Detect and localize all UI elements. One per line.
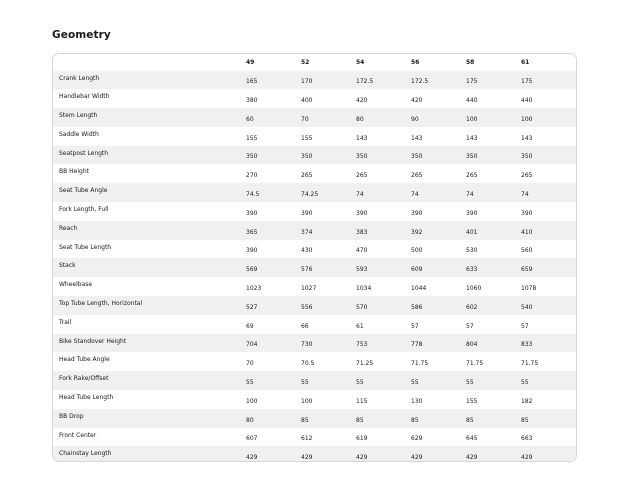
- cell-size-58: 265: [466, 172, 478, 180]
- cell-size-49: 70: [246, 360, 254, 368]
- cell-size-52: 85: [301, 416, 309, 424]
- row-label: Stack: [59, 262, 76, 270]
- cell-size-49: 155: [246, 134, 258, 142]
- cell-size-61: 833: [521, 341, 533, 349]
- cell-size-61: 429: [521, 454, 533, 462]
- cell-size-54: 420: [356, 97, 368, 105]
- cell-size-56: 609: [411, 266, 423, 274]
- cell-size-49: 527: [246, 303, 258, 311]
- cell-size-52: 612: [301, 435, 313, 443]
- cell-size-56: 778: [411, 341, 423, 349]
- cell-size-61: 74: [521, 191, 529, 199]
- cell-size-52: 55: [301, 379, 309, 387]
- row-label: Bike Standover Height: [59, 337, 127, 345]
- row-label: Head Tube Length: [59, 394, 114, 402]
- cell-size-49: 704: [246, 341, 258, 349]
- cell-size-52: 66: [301, 322, 309, 330]
- row-label: Front Center: [59, 431, 97, 439]
- cell-size-58: 804: [466, 341, 478, 349]
- cell-size-58: 350: [466, 153, 478, 161]
- cell-size-58: 645: [466, 435, 478, 443]
- cell-size-58: 390: [466, 209, 478, 217]
- row-label: Trail: [59, 318, 72, 326]
- cell-size-56: 143: [411, 134, 423, 142]
- cell-size-56: 85: [411, 416, 419, 424]
- cell-size-49: 1023: [246, 285, 262, 293]
- cell-size-56: 71.75: [411, 360, 429, 368]
- table-row: [53, 183, 576, 202]
- cell-size-54: 74: [356, 191, 364, 199]
- cell-size-54: 593: [356, 266, 368, 274]
- table-row: [53, 277, 576, 296]
- row-label: Head Tube Angle: [59, 356, 110, 364]
- cell-size-49: 365: [246, 228, 258, 236]
- cell-size-49: 60: [246, 115, 254, 123]
- geometry-table: [53, 54, 576, 462]
- table-row: [53, 146, 576, 165]
- cell-size-56: 350: [411, 153, 423, 161]
- cell-size-54: 753: [356, 341, 368, 349]
- cell-size-56: 629: [411, 435, 423, 443]
- cell-size-56: 1044: [411, 285, 427, 293]
- cell-size-61: 540: [521, 303, 533, 311]
- cell-size-61: 1078: [521, 285, 537, 293]
- size-header-56: 56: [411, 58, 420, 66]
- cell-size-52: 556: [301, 303, 313, 311]
- row-label: Fork Rake/Offset: [59, 375, 109, 383]
- row-label: Stem Length: [59, 112, 98, 120]
- cell-size-49: 100: [246, 397, 258, 405]
- cell-size-56: 390: [411, 209, 423, 217]
- table-row: [53, 428, 576, 447]
- page-title: Geometry: [52, 29, 111, 41]
- row-label: BB Drop: [59, 412, 84, 420]
- table-row: [53, 371, 576, 390]
- table-row: [53, 71, 576, 90]
- cell-size-54: 470: [356, 247, 368, 255]
- cell-size-56: 500: [411, 247, 423, 255]
- geometry-table-card: [52, 53, 577, 462]
- cell-size-58: 85: [466, 416, 474, 424]
- cell-size-54: 61: [356, 322, 364, 330]
- cell-size-56: 130: [411, 397, 423, 405]
- cell-size-52: 1027: [301, 285, 317, 293]
- cell-size-54: 115: [356, 397, 368, 405]
- cell-size-52: 74.25: [301, 191, 319, 199]
- row-label: Fork Length, Full: [59, 206, 109, 214]
- row-label: Handlebar Width: [59, 93, 110, 101]
- cell-size-56: 57: [411, 322, 419, 330]
- cell-size-52: 730: [301, 341, 313, 349]
- cell-size-61: 663: [521, 435, 533, 443]
- cell-size-54: 55: [356, 379, 364, 387]
- table-row: [53, 202, 576, 221]
- table-row: [53, 446, 576, 462]
- cell-size-54: 350: [356, 153, 368, 161]
- cell-size-52: 350: [301, 153, 313, 161]
- row-label: Crank Length: [59, 74, 100, 82]
- cell-size-58: 100: [466, 115, 478, 123]
- header-label-cell: [53, 54, 246, 71]
- cell-size-49: 390: [246, 247, 258, 255]
- table-row: [53, 390, 576, 409]
- cell-size-49: 69: [246, 322, 254, 330]
- cell-size-58: 633: [466, 266, 478, 274]
- row-label: Saddle Width: [59, 130, 99, 138]
- table-row: [53, 334, 576, 353]
- row-label: Chainstay Length: [59, 450, 112, 458]
- cell-size-61: 440: [521, 97, 533, 105]
- cell-size-49: 55: [246, 379, 254, 387]
- cell-size-54: 172.5: [356, 78, 374, 86]
- table-row: [53, 240, 576, 259]
- table-row: [53, 164, 576, 183]
- row-label: Seat Tube Angle: [59, 187, 108, 195]
- cell-size-54: 1034: [356, 285, 372, 293]
- size-header-52: 52: [301, 58, 310, 66]
- row-label: Wheelbase: [59, 281, 93, 289]
- cell-size-54: 390: [356, 209, 368, 217]
- cell-size-56: 74: [411, 191, 419, 199]
- size-header-61: 61: [521, 58, 530, 66]
- cell-size-52: 430: [301, 247, 313, 255]
- cell-size-56: 90: [411, 115, 419, 123]
- table-row: [53, 352, 576, 371]
- cell-size-61: 57: [521, 322, 529, 330]
- cell-size-49: 80: [246, 416, 254, 424]
- cell-size-52: 400: [301, 97, 313, 105]
- cell-size-49: 429: [246, 454, 258, 462]
- cell-size-54: 80: [356, 115, 364, 123]
- cell-size-58: 530: [466, 247, 478, 255]
- row-label: BB Height: [59, 168, 89, 176]
- size-header-58: 58: [466, 58, 475, 66]
- row-label: Top Tube Length, Horizontal: [59, 300, 143, 308]
- cell-size-61: 560: [521, 247, 533, 255]
- table-row: [53, 221, 576, 240]
- cell-size-56: 265: [411, 172, 423, 180]
- cell-size-52: 576: [301, 266, 313, 274]
- cell-size-61: 71.75: [521, 360, 539, 368]
- cell-size-56: 420: [411, 97, 423, 105]
- cell-size-52: 170: [301, 78, 313, 86]
- cell-size-58: 602: [466, 303, 478, 311]
- row-label: Seatpost Length: [59, 149, 109, 157]
- table-row: [53, 315, 576, 334]
- cell-size-61: 85: [521, 416, 529, 424]
- cell-size-54: 570: [356, 303, 368, 311]
- cell-size-56: 392: [411, 228, 423, 236]
- cell-size-61: 659: [521, 266, 533, 274]
- table-row: [53, 258, 576, 277]
- cell-size-61: 390: [521, 209, 533, 217]
- cell-size-52: 429: [301, 454, 313, 462]
- cell-size-52: 390: [301, 209, 313, 217]
- cell-size-58: 55: [466, 379, 474, 387]
- cell-size-58: 74: [466, 191, 474, 199]
- cell-size-56: 429: [411, 454, 423, 462]
- cell-size-54: 85: [356, 416, 364, 424]
- cell-size-58: 1060: [466, 285, 482, 293]
- cell-size-52: 374: [301, 228, 313, 236]
- cell-size-49: 165: [246, 78, 258, 86]
- cell-size-52: 265: [301, 172, 313, 180]
- cell-size-56: 586: [411, 303, 423, 311]
- cell-size-54: 143: [356, 134, 368, 142]
- table-row: [53, 89, 576, 108]
- cell-size-49: 350: [246, 153, 258, 161]
- cell-size-49: 270: [246, 172, 258, 180]
- row-label: Reach: [59, 224, 78, 232]
- cell-size-56: 172.5: [411, 78, 429, 86]
- cell-size-61: 100: [521, 115, 533, 123]
- cell-size-54: 619: [356, 435, 368, 443]
- cell-size-58: 440: [466, 97, 478, 105]
- row-label: Seat Tube Length: [59, 243, 112, 251]
- cell-size-58: 401: [466, 228, 478, 236]
- cell-size-61: 143: [521, 134, 533, 142]
- size-header-49: 49: [246, 58, 255, 66]
- cell-size-49: 74.5: [246, 191, 260, 199]
- cell-size-61: 182: [521, 397, 533, 405]
- size-header-54: 54: [356, 58, 365, 66]
- cell-size-58: 155: [466, 397, 478, 405]
- cell-size-52: 100: [301, 397, 313, 405]
- cell-size-61: 410: [521, 228, 533, 236]
- cell-size-54: 429: [356, 454, 368, 462]
- cell-size-52: 70.5: [301, 360, 315, 368]
- table-body: [53, 71, 576, 463]
- cell-size-58: 175: [466, 78, 478, 86]
- cell-size-58: 429: [466, 454, 478, 462]
- cell-size-61: 175: [521, 78, 533, 86]
- cell-size-52: 155: [301, 134, 313, 142]
- cell-size-49: 380: [246, 97, 258, 105]
- cell-size-58: 143: [466, 134, 478, 142]
- cell-size-49: 607: [246, 435, 258, 443]
- cell-size-61: 55: [521, 379, 529, 387]
- cell-size-58: 57: [466, 322, 474, 330]
- table-row: [53, 108, 576, 127]
- cell-size-61: 350: [521, 153, 533, 161]
- table-row: [53, 127, 576, 146]
- cell-size-54: 71.25: [356, 360, 374, 368]
- cell-size-52: 70: [301, 115, 309, 123]
- table-row: [53, 296, 576, 315]
- table-header-row: [53, 54, 576, 71]
- cell-size-56: 55: [411, 379, 419, 387]
- cell-size-49: 390: [246, 209, 258, 217]
- cell-size-49: 569: [246, 266, 258, 274]
- cell-size-61: 265: [521, 172, 533, 180]
- cell-size-54: 265: [356, 172, 368, 180]
- cell-size-58: 71.75: [466, 360, 484, 368]
- table-row: [53, 409, 576, 428]
- cell-size-54: 383: [356, 228, 368, 236]
